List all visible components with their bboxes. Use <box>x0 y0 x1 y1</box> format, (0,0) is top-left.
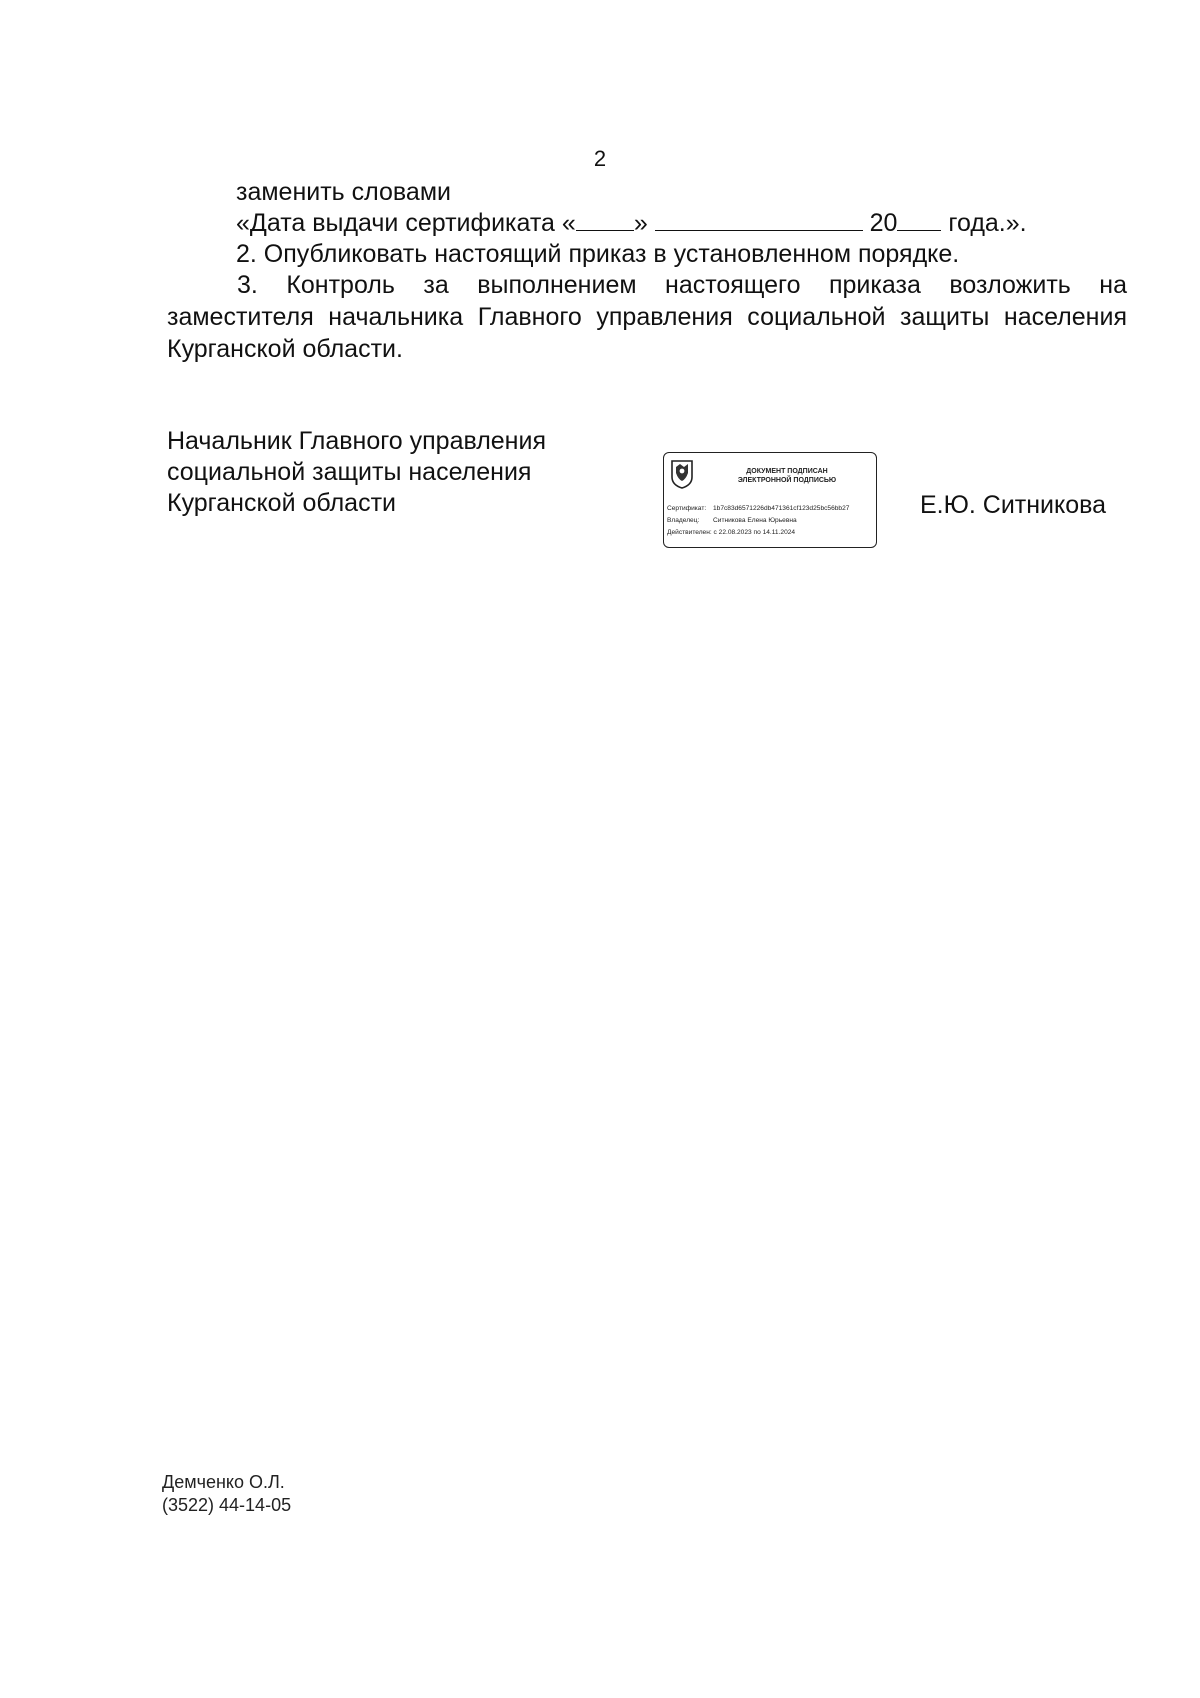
stamp-title-line1: ДОКУМЕНТ ПОДПИСАН <box>746 468 828 475</box>
signatory-position-line3: Курганской области <box>167 489 397 517</box>
signatory-position-line1: Начальник Главного управления <box>167 427 546 455</box>
coat-of-arms-icon <box>670 459 694 489</box>
page-number: 2 <box>593 146 607 171</box>
blank-month <box>655 208 863 231</box>
stamp-title-line2: ЭЛЕКТРОННОЙ ПОДПИСЬЮ <box>737 477 837 484</box>
stamp-valid-row: Действителен: с 22.08.2023 по 14.11.2024 <box>667 529 796 536</box>
blank-day <box>576 208 634 231</box>
signatory-position <box>167 426 546 519</box>
executor-name: Демченко О.Л. <box>162 1472 285 1492</box>
signatory-position-line2: социальной защиты населения <box>167 458 532 486</box>
blank-year <box>897 208 941 231</box>
stamp-owner-row <box>667 516 874 525</box>
stamp-cert-value: 1b7c83d6571226db471361cf123d25bc56bb27 <box>713 505 850 512</box>
cert-date-year-prefix: 20 <box>869 209 898 237</box>
stamp-owner-value: Ситникова Елена Юрьевна <box>713 517 797 524</box>
stamp-cert-label: Сертификат: <box>667 505 707 512</box>
body-item-2: 2. Опубликовать настоящий приказ в установленном порядке. <box>236 240 960 268</box>
signatory-name: Е.Ю. Ситникова <box>920 491 1107 519</box>
body-line-replace-words: заменить словами <box>236 178 451 206</box>
body-item-3: 3. Контроль за выполнением настоящего приказа возложить на заместителя начальника Главного управления социальной защиты населения Курганской области. <box>167 271 1127 363</box>
stamp-title <box>704 467 870 485</box>
stamp-certificate-row <box>667 504 874 513</box>
stamp-owner-label: Владелец: <box>667 517 700 524</box>
electronic-signature-stamp <box>663 452 877 548</box>
cert-date-mid: » <box>633 209 648 237</box>
cert-date-suffix: года.». <box>948 209 1027 237</box>
body-line-certificate-date <box>236 207 1027 239</box>
cert-date-prefix: «Дата выдачи сертификата « <box>236 209 576 237</box>
executor-phone: (3522) 44-14-05 <box>162 1495 292 1515</box>
